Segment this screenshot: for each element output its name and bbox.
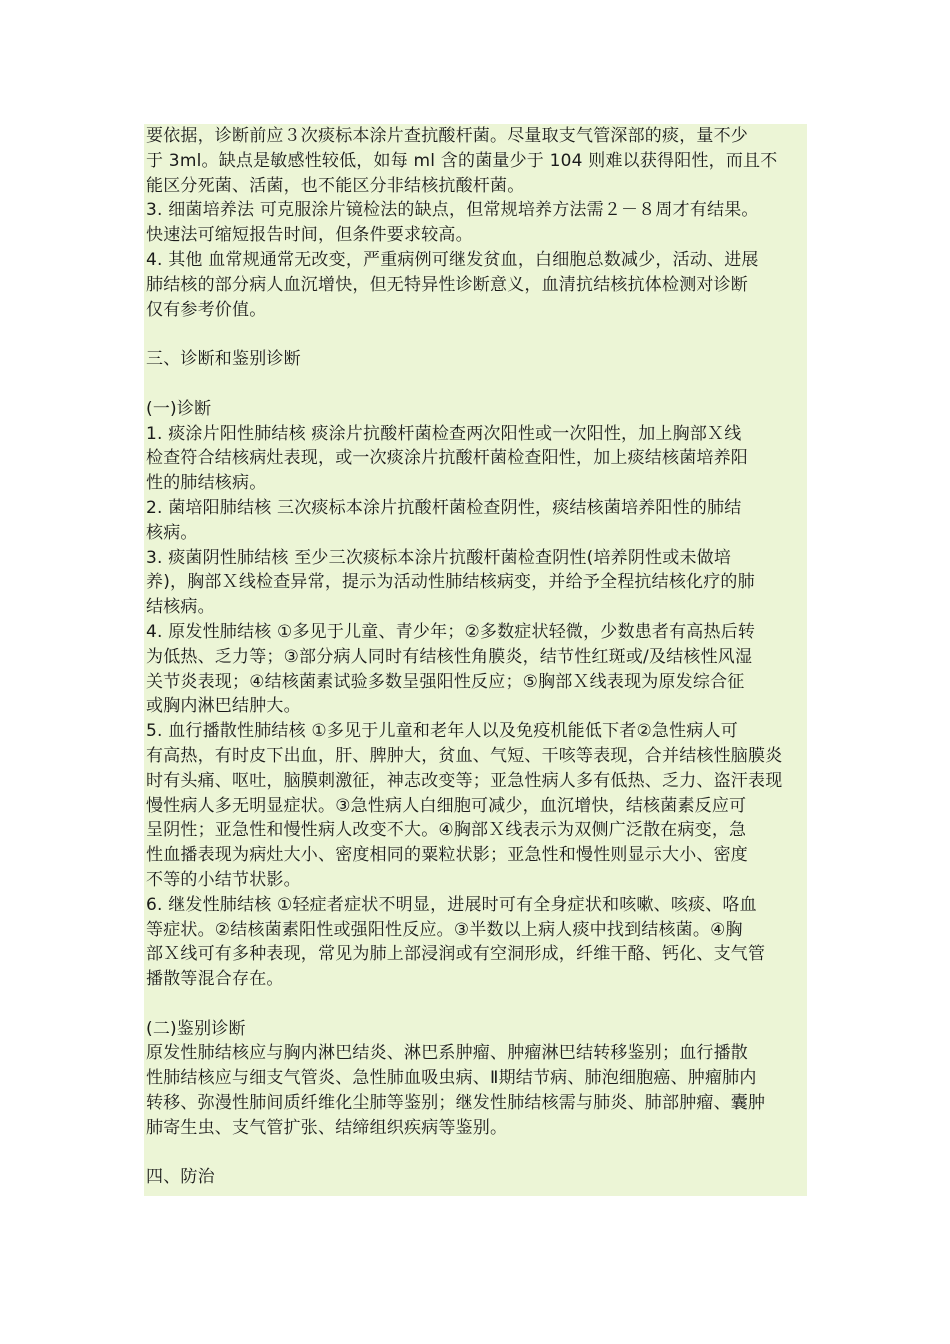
text-line: 性的肺结核病。 (146, 473, 267, 494)
text-line: 三、诊断和鉴别诊断 (146, 349, 301, 370)
text-line: 肺寄生虫、支气管扩张、结缔组织疾病等鉴别。 (146, 1117, 508, 1138)
text-line: 有高热，有时皮下出血，肝、脾肿大，贫血、气短、干咳等表现，合并结核性脑膜炎 (146, 745, 783, 766)
text-line: (二)鉴别诊断 (146, 1018, 246, 1039)
paragraph-gap (146, 372, 805, 397)
text-line: 1. 痰涂片阳性肺结核 痰涂片抗酸杆菌检查两次阳性或一次阳性，加上胸部Ｘ线 (146, 423, 742, 444)
text-line: 慢性病人多无明显症状。③急性病人白细胞可减少，血沉增快，结核菌素反应可 (146, 795, 747, 816)
text-line: 快速法可缩短报告时间，但条件要求较高。 (146, 225, 473, 246)
paragraph-gap (146, 1141, 805, 1166)
text-line: 3. 细菌培养法 可克服涂片镜检法的缺点，但常规培养方法需２－８周才有结果。 (146, 200, 759, 221)
text-line: 5. 血行播散性肺结核 ①多见于儿童和老年人以及免疫机能低下者②急性病人可 (146, 721, 738, 742)
paragraph-gap (146, 992, 805, 1017)
text-line: 性肺结核应与细支气管炎、急性肺血吸虫病、Ⅱ期结节病、肺泡细胞癌、肿瘤肺内 (146, 1068, 757, 1089)
text-line: (一)诊断 (146, 398, 212, 419)
text-line: 要依据，诊断前应３次痰标本涂片查抗酸杆菌。尽量取支气管深部的痰，量不少 (146, 126, 748, 146)
text-line: 2. 菌培阳肺结核 三次痰标本涂片抗酸杆菌检查阴性，痰结核菌培养阳性的肺结 (146, 497, 742, 518)
text-line: 不等的小结节状影。 (146, 869, 301, 890)
text-line: 四、防治 (146, 1167, 215, 1188)
text-line: 原发性肺结核应与胸内淋巴结炎、淋巴系肿瘤、肿瘤淋巴结转移鉴别；血行播散 (146, 1043, 748, 1064)
text-line: 关节炎表现；④结核菌素试验多数呈强阳性反应；⑤胸部Ｘ线表现为原发综合征 (146, 671, 745, 692)
text-line: 转移、弥漫性肺间质纤维化尘肺等鉴别；继发性肺结核需与肺炎、肺部肿瘤、囊肿 (146, 1093, 766, 1114)
text-line: 播散等混合存在。 (146, 969, 284, 990)
text-line: 养)，胸部Ｘ线检查异常，提示为活动性肺结核病变，并给予全程抗结核化疗的肺 (146, 572, 755, 593)
paragraph-gap (146, 322, 805, 347)
text-line: 为低热、乏力等；③部分病人同时有结核性角膜炎，结节性红斑或/及结核性风湿 (146, 646, 753, 667)
text-line: 6. 继发性肺结核 ①轻症者症状不明显，进展时可有全身症状和咳嗽、咳痰、咯血 (146, 894, 757, 915)
text-line: 检查符合结核病灶表现，或一次痰涂片抗酸杆菌检查阳性，加上痰结核菌培养阳 (146, 448, 748, 469)
text-line: 4. 其他 血常规通常无改变，严重病例可继发贫血，白细胞总数减少，活动、进展 (146, 249, 759, 270)
text-line: 呈阴性；亚急性和慢性病人改变不大。④胸部Ｘ线表示为双侧广泛散在病变，急 (146, 820, 747, 841)
text-line: 时有头痛、呕吐，脑膜刺激征，神志改变等；亚急性病人多有低热、乏力、盗汗表现 (146, 770, 783, 791)
text-line: 性血播表现为病灶大小、密度相同的粟粒状影；亚急性和慢性则显示大小、密度 (146, 845, 748, 866)
document-body (144, 124, 807, 1196)
text-line: 仅有参考价值。 (146, 299, 267, 320)
text-line: 部Ｘ线可有多种表现，常见为肺上部浸润或有空洞形成，纤维干酪、钙化、支气管 (146, 944, 766, 965)
text-line: 肺结核的部分病人血沉增快，但无特异性诊断意义，血清抗结核抗体检测对诊断 (146, 274, 748, 295)
text-line: 结核病。 (146, 597, 215, 618)
text-line: 4. 原发性肺结核 ①多见于儿童、青少年；②多数症状轻微，少数患者有高热后转 (146, 621, 756, 642)
text-line: 于 3ml。缺点是敏感性较低，如每 ml 含的菌量少于 104 则难以获得阳性，而且不 (146, 150, 778, 171)
text-line: 或胸内淋巴结肿大。 (146, 696, 301, 717)
text-line: 核病。 (146, 522, 198, 543)
text-line: 能区分死菌、活菌，也不能区分非结核抗酸杆菌。 (146, 175, 525, 196)
text-line: 3. 痰菌阴性肺结核 至少三次痰标本涂片抗酸杆菌检查阴性(培养阴性或未做培 (146, 547, 732, 568)
text-line: 等症状。②结核菌素阳性或强阳性反应。③半数以上病人痰中找到结核菌。④胸 (146, 919, 743, 940)
